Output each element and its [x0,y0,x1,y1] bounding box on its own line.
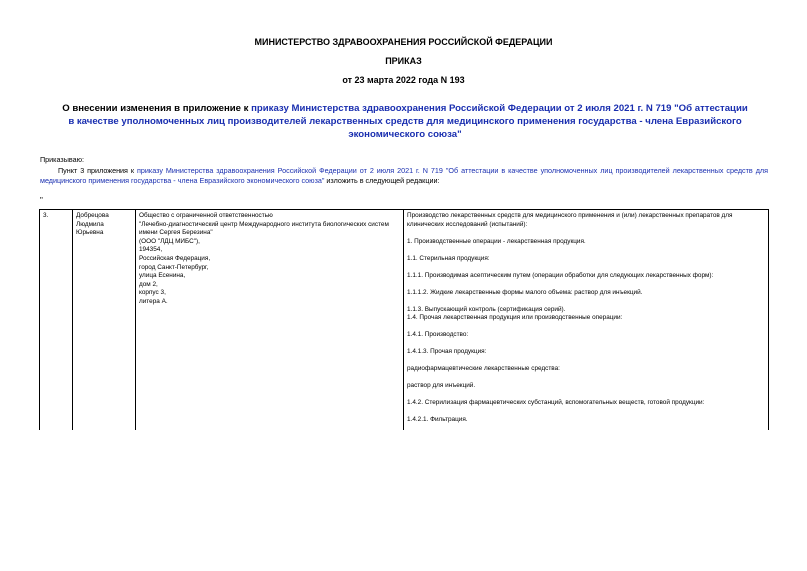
organization-line: (ООО "ЛДЦ МИБС"), [139,237,200,245]
organization-line: Общество с ограниченной ответственностью [139,212,273,219]
production-line [407,323,765,331]
cell-production [404,210,769,431]
production-line: 1.1. Стерильная продукция: [407,254,490,262]
production-line: 1.1.1.2. Жидкие лекарственные формы малого объема: раствор для инъекций. [407,288,643,296]
organization-line: литера А. [139,297,168,305]
cell-organization [136,210,404,431]
organization-line: 194354, [139,246,163,254]
production-line [407,374,765,382]
order-type-heading: ПРИКАЗ [385,56,422,66]
production-line: Производство лекарственных средств для медицинского применения и (или) лекарственных препаратов для клинических исследований (испытаний): [407,212,733,228]
production-line [407,297,765,305]
production-line [407,391,765,399]
cell-person [73,210,136,431]
production-line [407,340,765,348]
cell-number: 3. [40,210,73,431]
production-line [407,263,765,271]
title-prefix: О внесении изменения в приложение к [62,103,252,114]
production-line: 1.1.1. Производимая асептическим путем (операции обработки для следующих лекарственных форм): [407,271,714,279]
para-prefix: Пункт 3 приложения к [58,166,138,175]
organization-line: город Санкт-Петербург, [139,263,209,271]
title-order-link[interactable]: приказу Министерства здравоохранения Российской Федерации от 2 июля 2021 г. N 719 "Об аттестации в качестве уполномоченных лиц производителей лекарственных средств для медицинского применения государства - члена Евразийского экономического союза" [68,103,748,140]
organization-line: "Лечебно-диагностический центр Международного института биологических систем имени Сергея Березина" [139,220,389,237]
amendment-table [39,209,769,430]
production-line: 1.4.1. Производство: [407,331,469,339]
organization-line: Российская Федерация, [139,254,211,262]
production-line: 1.4. Прочая лекарственная продукция или производственные операции: [407,314,623,322]
person-name-line: Юрьевна [76,229,104,237]
production-line [407,280,765,288]
person-name-line: Людмила [76,220,104,228]
amendment-paragraph [40,166,768,186]
order-date-heading: от 23 марта 2022 года N 193 [342,75,465,85]
document-title [60,102,750,141]
person-name-line: Добрецова [76,212,109,219]
table-row [40,210,769,431]
production-line [407,246,765,254]
order-directive: Приказываю: [40,155,84,164]
production-line: 1. Производственные операции - лекарственная продукция. [407,237,586,245]
organization-line: дом 2, [139,280,158,288]
production-line [407,229,765,237]
production-line: радиофармацевтические лекарственные средства: [407,365,560,373]
organization-line: улица Есенина, [139,272,186,280]
para-order-link[interactable]: приказу Министерства здравоохранения Российской Федерации от 2 июля 2021 г. N 719 "Об аттестации в качестве уполномоченных лиц производителей лекарственных средств для медицинского применения государства - члена Евразийского экономического союза" [40,166,768,185]
ministry-heading: МИНИСТЕРСТВО ЗДРАВООХРАНЕНИЯ РОССИЙСКОЙ ФЕДЕРАЦИИ [254,37,553,47]
quote-mark: " [40,196,43,205]
para-suffix: изложить в следующей редакции: [324,176,440,185]
organization-line: корпус 3, [139,289,166,297]
production-line: 1.4.2.1. Фильтрация. [407,416,468,424]
production-line [407,357,765,365]
production-line: 1.1.3. Выпускающий контроль (сертификация серий). [407,305,566,313]
production-line [407,408,765,416]
production-line: 1.4.1.3. Прочая продукция: [407,348,487,356]
production-line: раствор для инъекций. [407,382,476,390]
production-line: 1.4.2. Стерилизация фармацевтических субстанций, вспомогательных веществ, готовой продукции: [407,399,705,407]
